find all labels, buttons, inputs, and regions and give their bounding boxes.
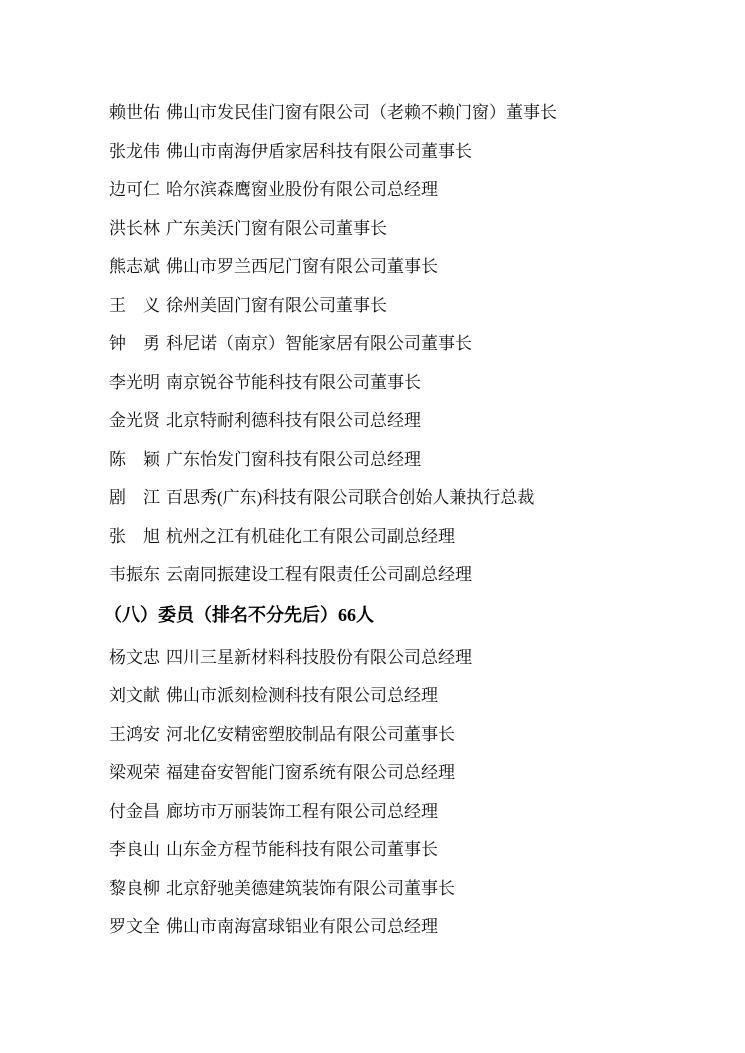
section-heading: （八）委员（排名不分先后）66人 (104, 604, 374, 625)
member-title: 福建奋安智能门窗系统有限公司总经理 (166, 763, 455, 782)
member-title: 徐州美固门窗有限公司董事长 (166, 295, 387, 315)
member-name: 梁观荣 (109, 763, 160, 782)
member-name: 王 义 (109, 295, 160, 315)
member-title: 山东金方程节能科技有限公司董事长 (166, 840, 438, 859)
member-name: 赖世佑 (109, 103, 160, 122)
member-row (109, 219, 715, 258)
member-row (109, 686, 715, 725)
member-row (109, 142, 715, 181)
member-name: 杨文忠 (109, 647, 160, 667)
member-title: 云南同振建设工程有限责任公司副总经理 (166, 565, 472, 584)
member-title: 南京锐谷节能科技有限公司董事长 (166, 372, 421, 392)
member-row (109, 103, 715, 142)
member-row (109, 565, 715, 604)
member-name: 付金昌 (109, 801, 160, 821)
member-title: 佛山市南海富球铝业有限公司总经理 (166, 917, 438, 936)
member-row (109, 450, 715, 489)
member-name: 钟 勇 (109, 334, 160, 353)
member-title: 百思秀(广东)科技有限公司联合创始人兼执行总裁 (166, 488, 535, 507)
member-row (109, 763, 715, 802)
member-name: 金光贤 (109, 411, 160, 430)
member-title: 河北亿安精密塑胶制品有限公司董事长 (166, 724, 455, 744)
member-name: 张 旭 (109, 526, 160, 546)
member-row (109, 879, 715, 918)
member-name: 黎良柳 (109, 878, 160, 898)
member-row (109, 527, 715, 566)
member-title: 科尼诺（南京）智能家居有限公司董事长 (166, 334, 472, 353)
member-name: 熊志斌 (109, 257, 160, 276)
member-row (109, 373, 715, 412)
member-name: 李光明 (109, 372, 160, 392)
member-row (109, 257, 715, 296)
member-title: 哈尔滨森鹰窗业股份有限公司总经理 (166, 180, 438, 199)
member-name: 边可仁 (109, 180, 160, 199)
member-row (109, 296, 715, 335)
member-row (109, 840, 715, 879)
document-content (104, 103, 715, 956)
member-title: 广东美沃门窗有限公司董事长 (166, 218, 387, 238)
member-title: 佛山市南海伊盾家居科技有限公司董事长 (166, 141, 472, 161)
member-title: 北京舒驰美德建筑装饰有限公司董事长 (166, 878, 455, 898)
member-row (109, 411, 715, 450)
member-row (109, 725, 715, 764)
member-title: 佛山市罗兰西尼门窗有限公司董事长 (166, 257, 438, 276)
member-name: 韦振东 (109, 565, 160, 584)
member-row (109, 488, 715, 527)
member-row (109, 648, 715, 687)
member-title: 四川三星新材料科技股份有限公司总经理 (166, 647, 472, 667)
member-title: 广东怡发门窗科技有限公司总经理 (166, 449, 421, 469)
member-title: 佛山市派刻检测科技有限公司总经理 (166, 686, 438, 705)
member-title: 杭州之江有机硅化工有限公司副总经理 (166, 526, 455, 546)
member-name: 刘文献 (109, 686, 160, 705)
member-name: 王鸿安 (109, 724, 160, 744)
member-name: 洪长林 (109, 218, 160, 238)
member-title: 北京特耐利德科技有限公司总经理 (166, 411, 421, 430)
member-name: 剧 江 (109, 488, 160, 507)
member-row (109, 180, 715, 219)
roster-top-list (109, 103, 715, 604)
member-name: 陈 颖 (109, 449, 160, 469)
member-title: 廊坊市万丽装饰工程有限公司总经理 (166, 801, 438, 821)
member-name: 罗文全 (109, 917, 160, 936)
member-name: 李良山 (109, 840, 160, 859)
member-row (109, 917, 715, 956)
member-row (109, 802, 715, 841)
member-title: 佛山市发民佳门窗有限公司（老赖不赖门窗）董事长 (166, 103, 557, 122)
roster-bottom-list (109, 648, 715, 956)
member-row (109, 334, 715, 373)
member-name: 张龙伟 (109, 141, 160, 161)
